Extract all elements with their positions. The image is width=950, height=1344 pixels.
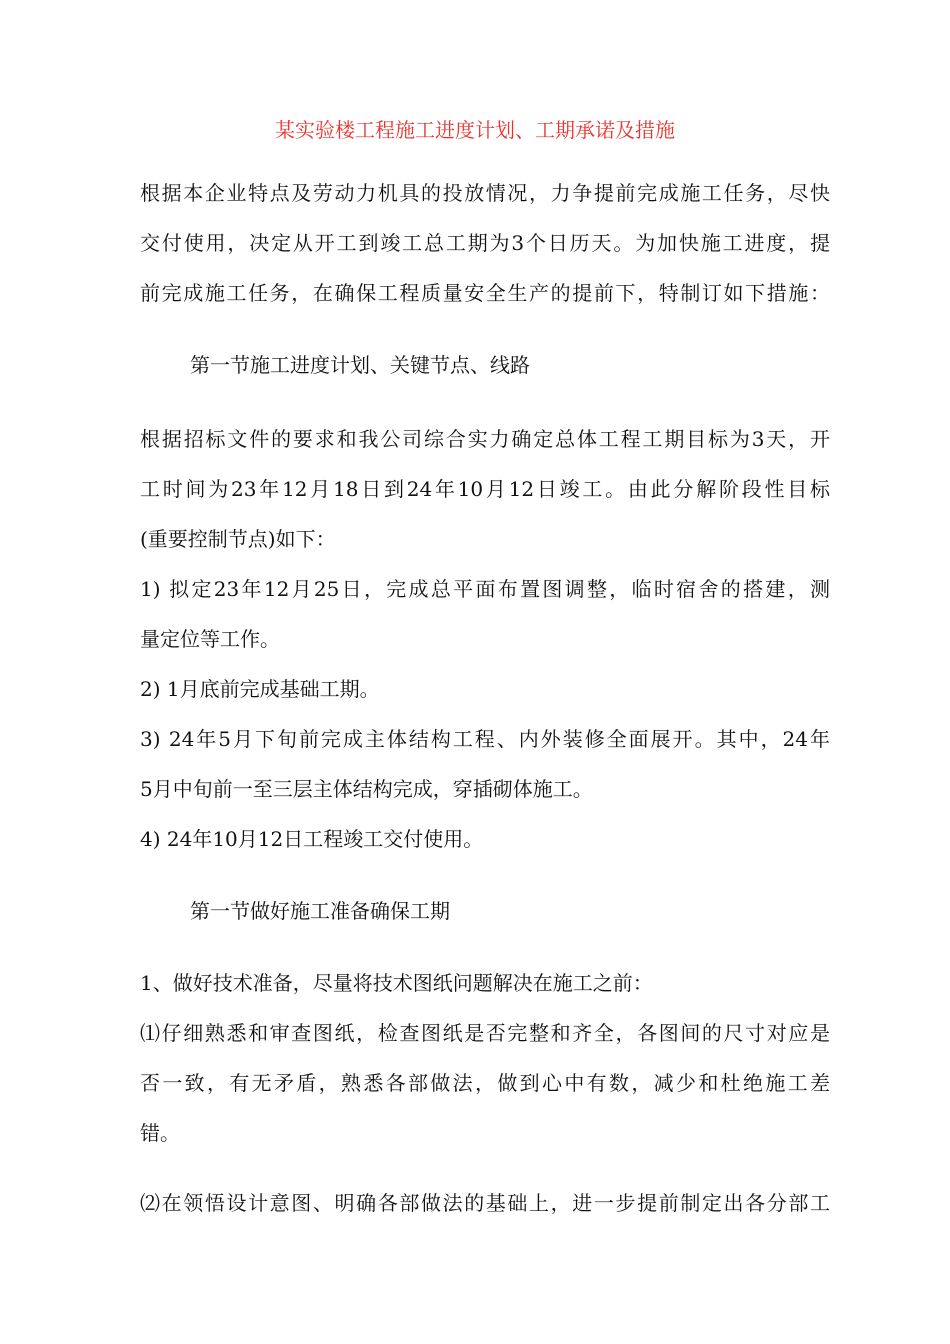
- section-para-line: 根据招标文件的要求和我公司综合实力确定总体工程工期目标为3天，开: [140, 427, 830, 451]
- section-heading: 第一节做好施工准备确保工期: [190, 899, 450, 923]
- sub-item-line: ⑵在领悟设计意图、明确各部做法的基础上，进一步提前制定出各分部工: [140, 1191, 830, 1215]
- milestone-line: 2) 1月底前完成基础工期。: [140, 677, 380, 701]
- list-item: 1、做好技术准备，尽量将技术图纸问题解决在施工之前：: [140, 971, 653, 995]
- milestone-line: 量定位等工作。: [140, 627, 280, 651]
- sub-item-line: 错。: [140, 1121, 180, 1145]
- sub-item-line: 否一致，有无矛盾，熟悉各部做法，做到心中有数，减少和杜绝施工差: [140, 1071, 830, 1095]
- section-heading: 第一节施工进度计划、关键节点、线路: [190, 353, 530, 377]
- intro-line: 交付使用，决定从开工到竣工总工期为3个日历天。为加快施工进度，提: [140, 231, 830, 255]
- milestone-line: 5月中旬前一至三层主体结构完成，穿插砌体施工。: [140, 777, 593, 801]
- milestone-line: 4) 24年10月12日工程竣工交付使用。: [140, 827, 484, 851]
- sub-item-line: ⑴仔细熟悉和审查图纸，检查图纸是否完整和齐全，各图间的尺寸对应是: [140, 1021, 830, 1045]
- intro-line: 根据本企业特点及劳动力机具的投放情况，力争提前完成施工任务，尽快: [140, 181, 830, 205]
- intro-line: 前完成施工任务，在确保工程质量安全生产的提前下，特制订如下措施：: [140, 281, 830, 305]
- section-para-line: 工时间为23年12月18日到24年10月12日竣工。由此分解阶段性目标: [140, 477, 830, 501]
- milestone-line: 1) 拟定23年12月25日，完成总平面布置图调整，临时宿舍的搭建，测: [140, 577, 830, 601]
- milestone-line: 3) 24年5月下旬前完成主体结构工程、内外装修全面展开。其中，24年: [140, 727, 830, 751]
- section-para-line: (重要控制节点)如下：: [140, 527, 336, 551]
- document-title: 某实验楼工程施工进度计划、工期承诺及措施: [275, 118, 675, 142]
